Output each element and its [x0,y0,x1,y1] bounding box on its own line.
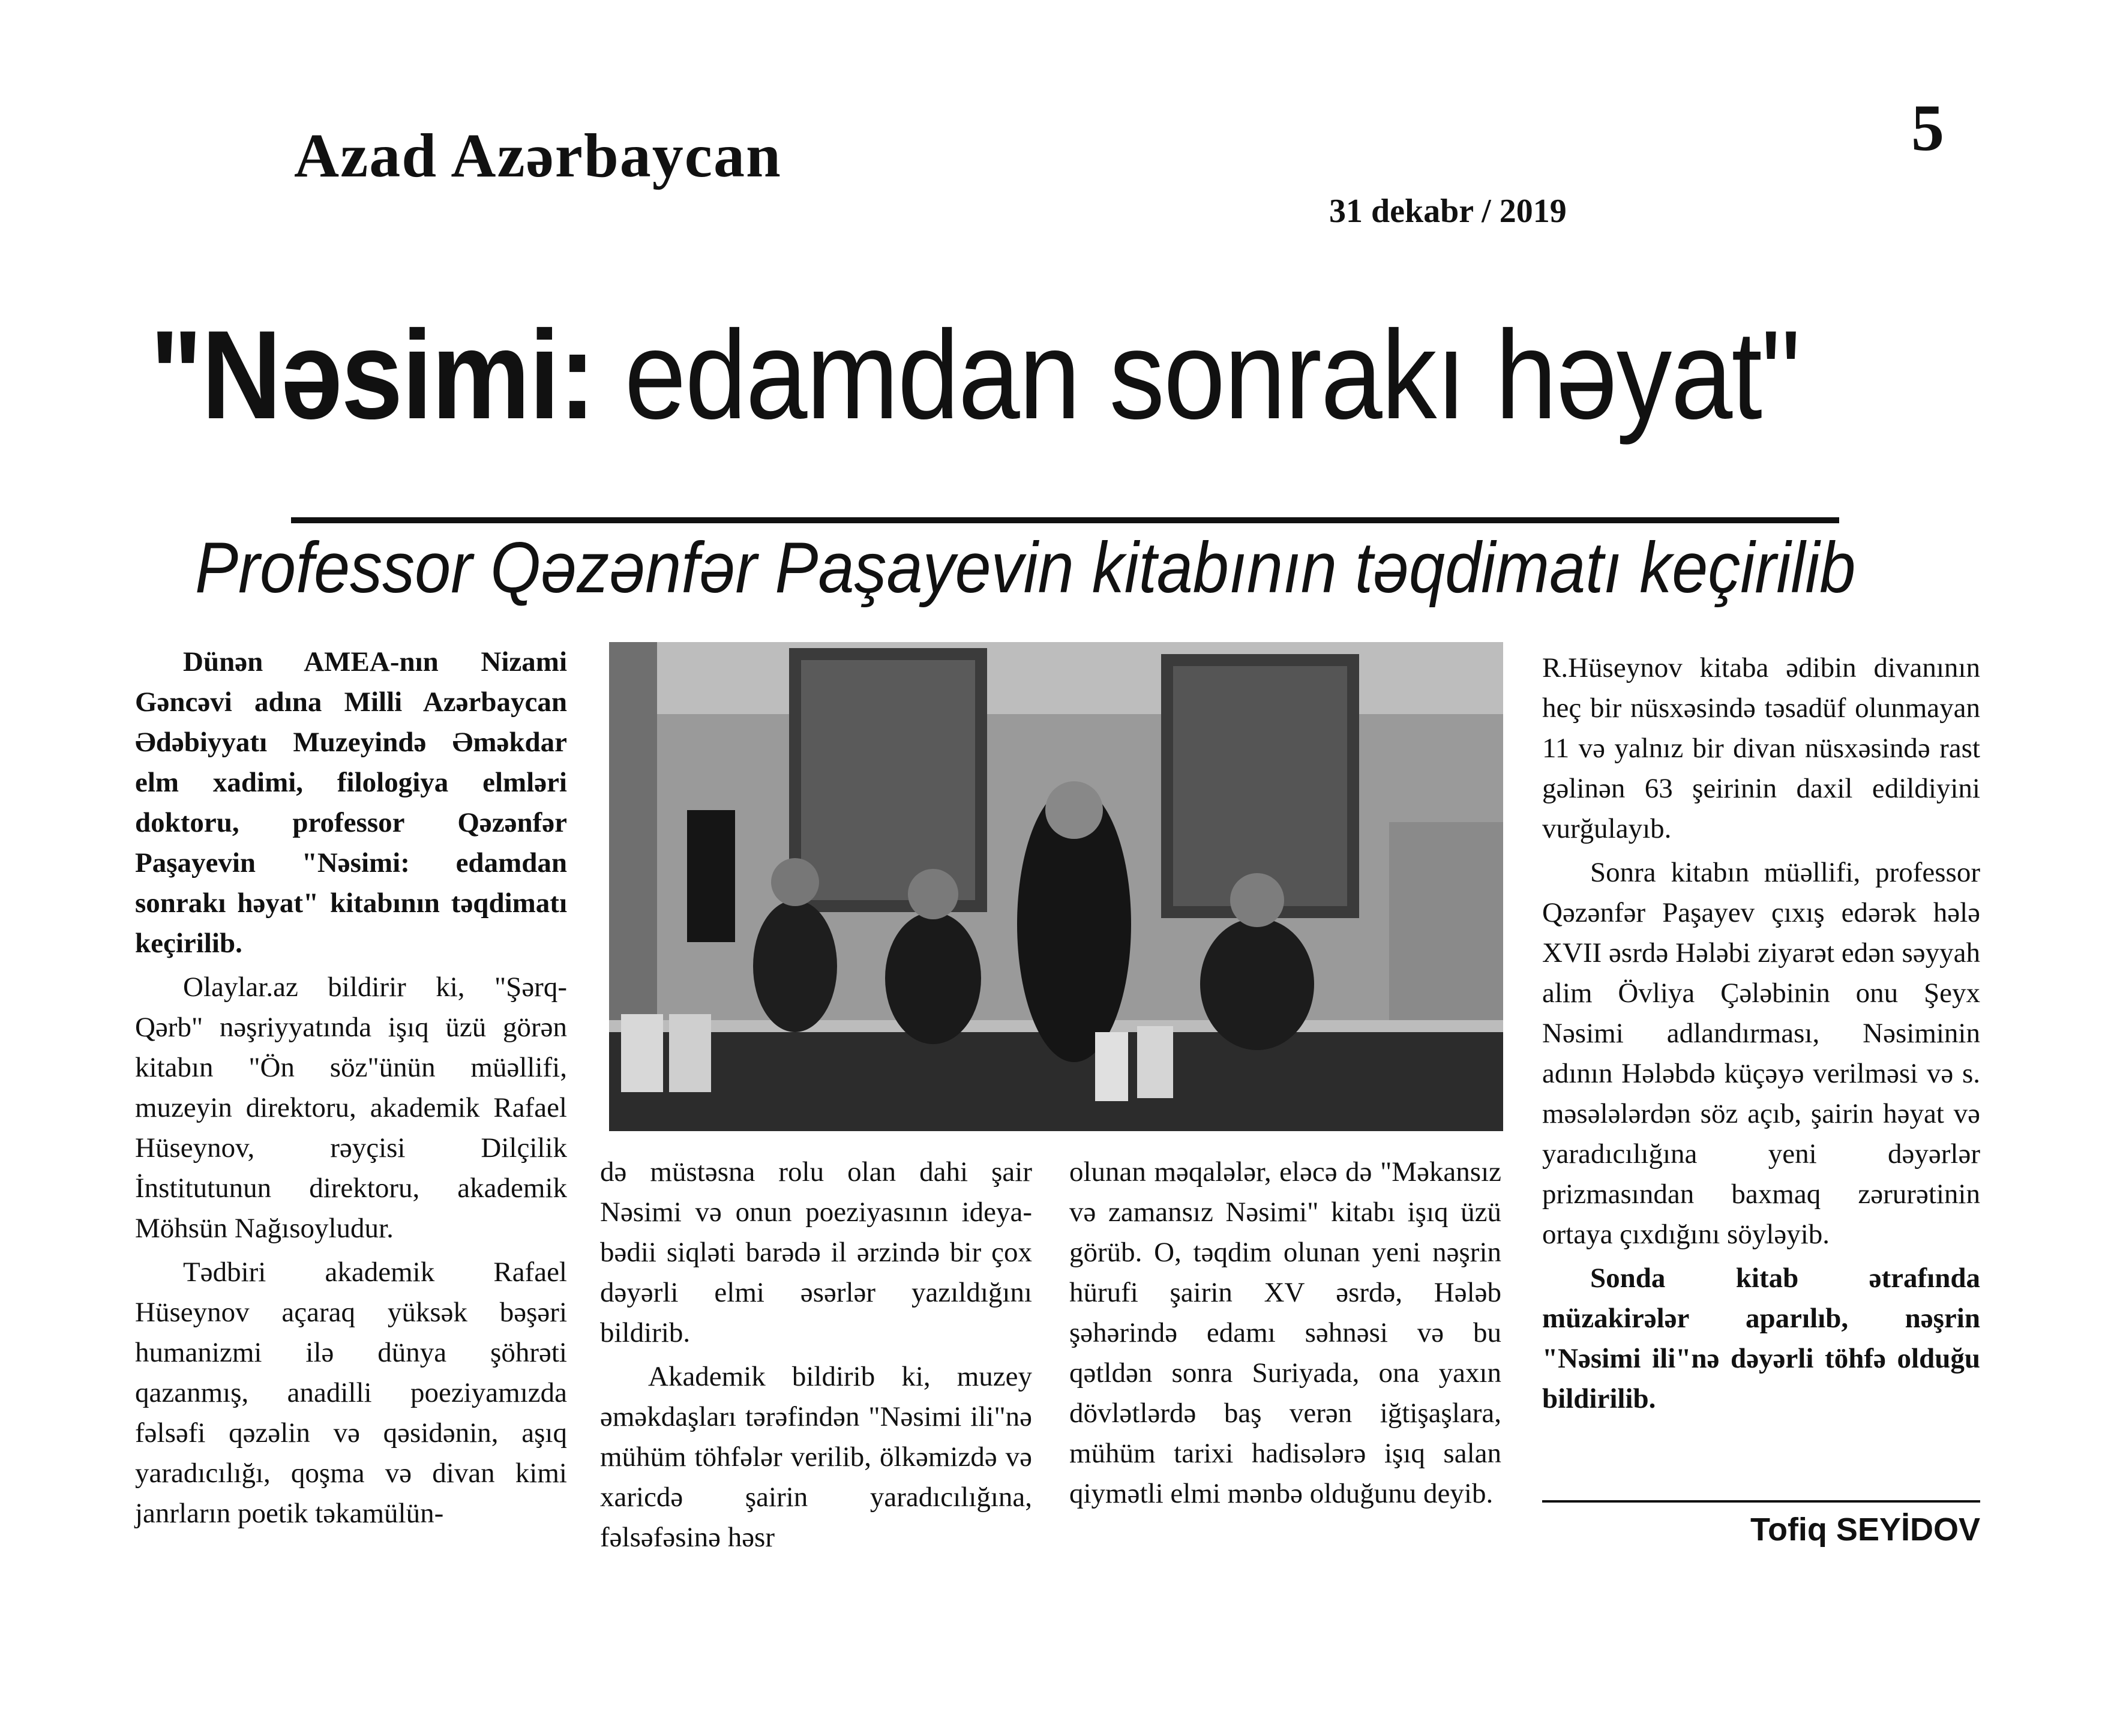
paragraph: də müstəsna rolu olan dahi şair Nəsimi və onun poeziyasının ideya-bədii siqləti barədə il ərzində bir çox dəyərli elmi əsərlər yazıldığını bildirib. [600,1156,1032,1348]
article-column-2 [600,1152,1032,1561]
paragraph: olunan məqalələr, eləcə də "Məkansız və zamansız Nəsimi" kitabı işıq üzü görüb. O, təqdim olunan yeni nəşrin hürufi şairin XV əsrdə, Hələb şəhərində edamı səhnəsi və bu qətldən sonra Suriyada, ona yaxın dövlətlərdə baş verən iğtişaşlara, mühüm tarixi hadisələrə işıq salan qiymətli elmi mənbə olduğunu deyib. [1069,1156,1501,1509]
paragraph: Tədbiri akademik Rafael Hüseynov açaraq yüksək bəşəri humanizmi ilə dünya şöhrəti qazanmış, anadilli poeziyamızda fəlsəfi qəzəlin və qəsidənin, aşıq yaradıcılığı, qoşma və divan kimi janrların poetik təkamülün- [135,1257,567,1529]
byline: Tofiq SEYİDOV [1750,1512,1980,1548]
masthead-title: Azad Azərbaycan [294,121,782,190]
paragraph: Olaylar.az bildirir ki, "Şərq-Qərb" nəşriyyatında işıq üzü görən kitabın "Ön söz"ünün müəllifi, muzeyin direktoru, akademik Rafael Hüseynov, rəyçisi Dilçilik İnstitutunun direktoru, akademik Möhsün Nağısoyludur. [135,972,567,1244]
page-number: 5 [1911,91,1944,164]
article-column-4 [1542,648,1980,1423]
headline-rest: edamdan sonrakı həyat" [595,304,1800,445]
closing-paragraph: Sonda kitab ətrafında müzakirələr aparılıb, nəşrin "Nəsimi ili"nə dəyərli töhfə olduğu bildirilib. [1542,1263,1980,1414]
headline-strong: "Nəsimi: [150,304,595,445]
byline-rule [1542,1500,1980,1503]
paragraph: Sonra kitabın müəllifi, professor Qəzənfər Paşayev çıxış edərək hələ XVII əsrdə Hələbi ziyarət edən səyyah alim Övliya Çələbinin onu Şeyx Nəsimi adlandırması, Nəsiminin adının Hələbdə küçəyə verilməsi və s. məsələlərdən söz açıb, şairin həyat və yaradıcılığına yeni dəyərlər prizmasından baxmaq zərurətinin ortaya çıxdığını söyləyib. [1542,857,1980,1250]
subheadline: Professor Qəzənfər Paşayevin kitabının təqdimatı keçirilib [195,527,1856,608]
headline [150,304,1800,445]
paragraph: R.Hüseynov kitaba ədibin divanının heç bir nüsxəsində təsadüf olunmayan 11 və yalnız bir divan nüsxəsində rast gəlinən 63 şeirinin daxil edildiyini vurğulayıb. [1542,652,1980,844]
event-photo [609,642,1503,1131]
paragraph: Akademik bildirib ki, muzey əməkdaşları tərəfindən "Nəsimi ili"nə mühüm töhfələr verilib, ölkəmizdə və xaricdə şairin yaradıcılığına, fəlsəfəsinə həsr [600,1361,1032,1553]
lead-paragraph: Dünən AMEA-nın Nizami Gəncəvi adına Milli Azərbaycan Ədəbiyyatı Muzeyində Əməkdar elm xadimi, filologiya elmləri doktoru, professor Qəzənfər Paşayevin "Nəsimi: edamdan sonrakı həyat" kitabının təqdimatı keçirilib. [135,646,567,959]
article-column-1 [135,642,567,1537]
article-column-3 [1069,1152,1501,1518]
issue-date: 31 dekabr / 2019 [1329,193,1567,230]
headline-rule [291,517,1839,523]
